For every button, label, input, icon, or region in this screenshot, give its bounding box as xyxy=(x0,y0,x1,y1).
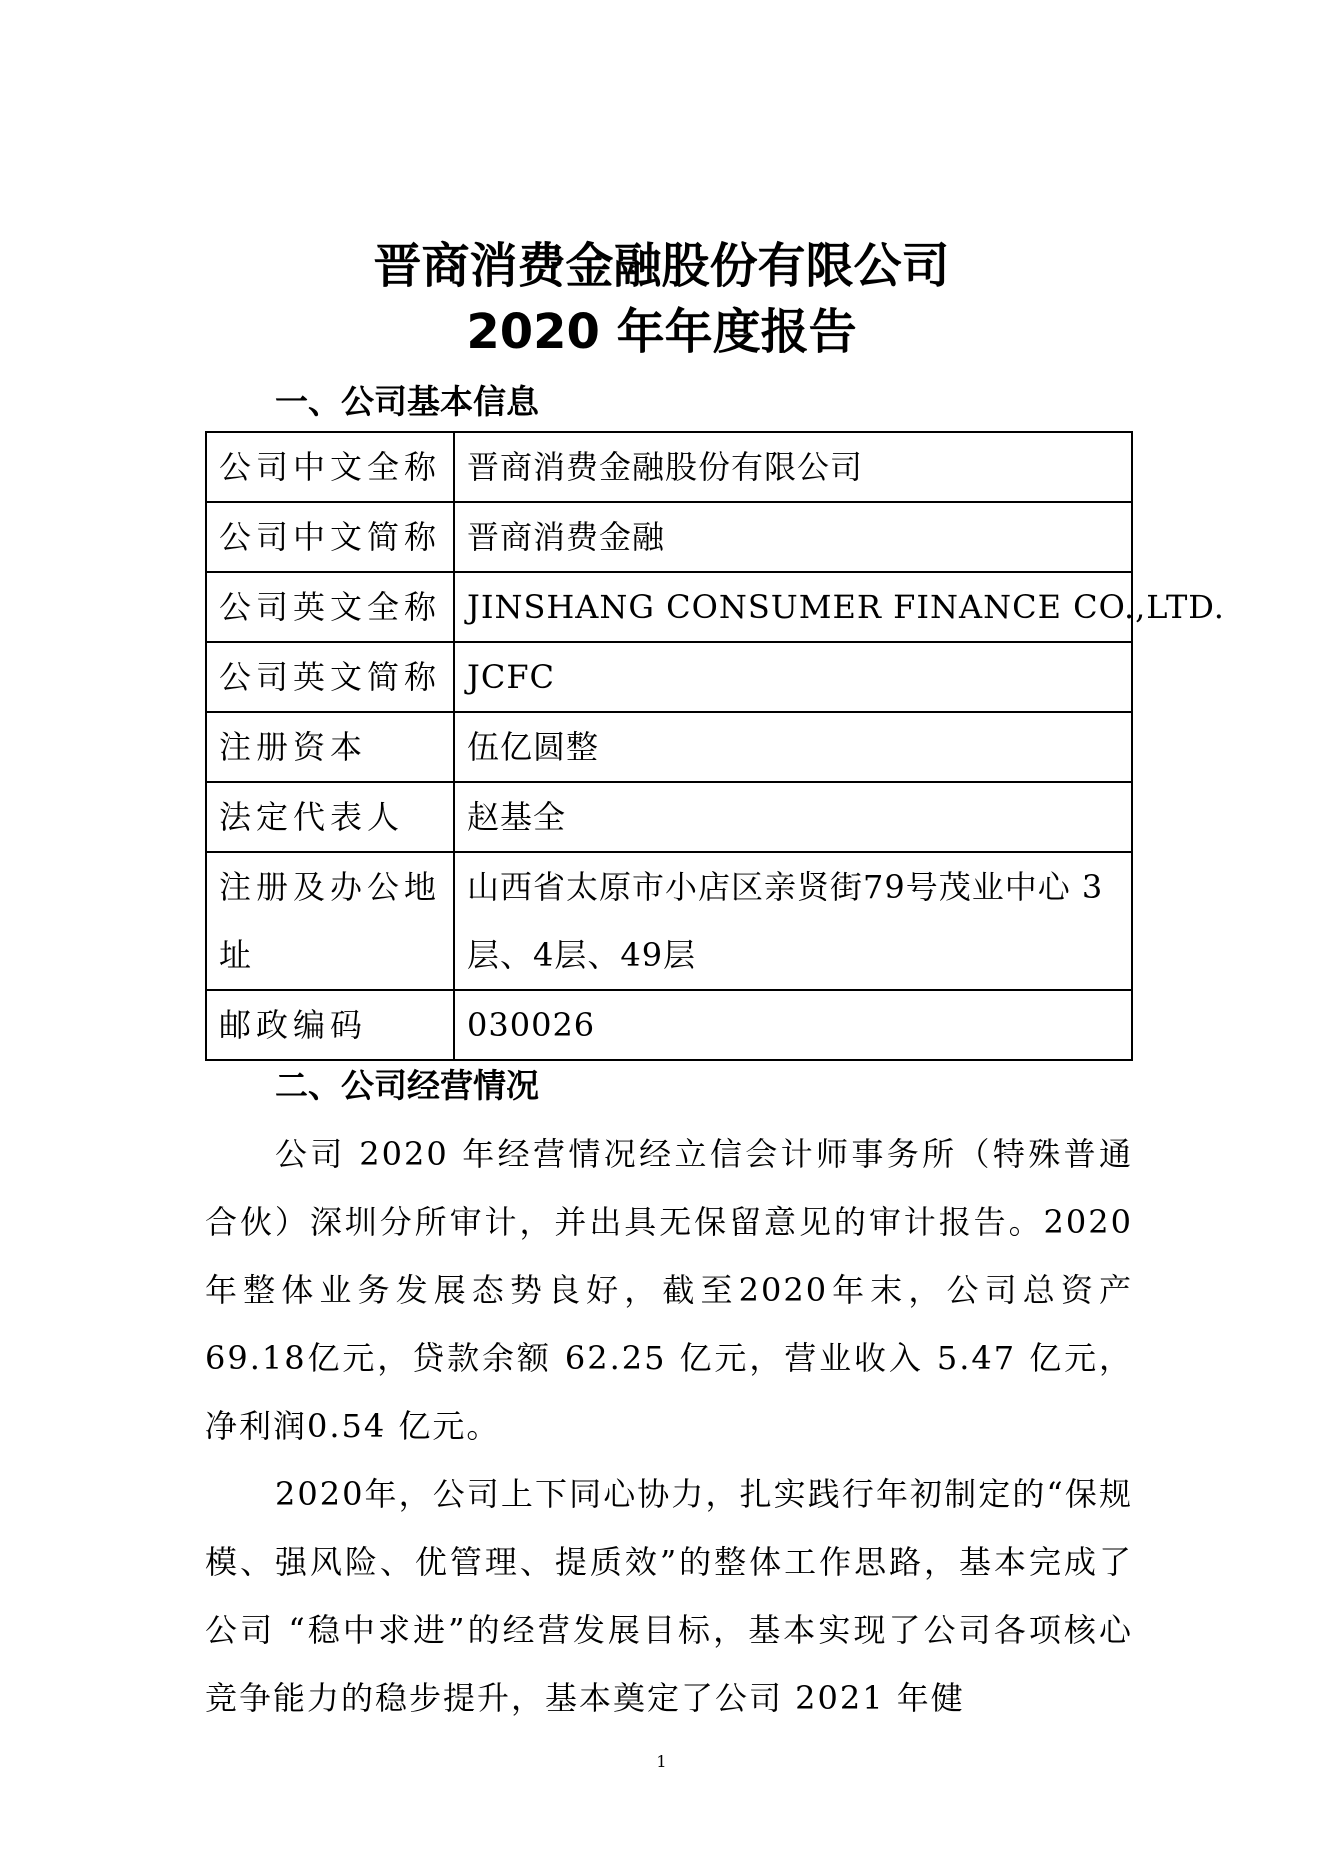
value-cell: 晋商消费金融股份有限公司 xyxy=(454,432,1132,502)
operations-paragraph-1: 公司 2020 年经营情况经立信会计师事务所（特殊普通合伙）深圳分所审计，并出具无保留意见的审计报告。2020 年整体业务发展态势良好，截至2020年末，公司总资产69.18亿元，贷款余额 62.25 亿元，营业收入 5.47 亿元，净利润0.54 亿元。 xyxy=(205,1135,1133,1445)
label-cell: 注册资本 xyxy=(206,712,454,782)
value-cell: 伍亿圆整 xyxy=(454,712,1132,782)
value-cell: 晋商消费金融 xyxy=(454,502,1132,572)
value-cell: 山西省太原市小店区亲贤街79号茂业中心 3层、4层、49层 xyxy=(454,852,1132,990)
table-row xyxy=(206,642,1132,712)
report-title-company: 晋商消费金融股份有限公司 xyxy=(373,238,950,294)
table-row xyxy=(206,502,1132,572)
table-row xyxy=(206,782,1132,852)
value-cell: 赵基全 xyxy=(454,782,1132,852)
table-row xyxy=(206,990,1132,1060)
label-cell: 公司中文全称 xyxy=(206,432,454,502)
value-cell: JCFC xyxy=(454,642,1132,712)
label-cell: 公司中文简称 xyxy=(206,502,454,572)
page-number: 1 xyxy=(656,1752,667,1771)
label-cell: 公司英文简称 xyxy=(206,642,454,712)
table-row xyxy=(206,852,1132,990)
label-cell: 公司英文全称 xyxy=(206,572,454,642)
label-cell: 法定代表人 xyxy=(206,782,454,852)
value-cell: 030026 xyxy=(454,990,1132,1060)
table-row xyxy=(206,432,1132,502)
label-cell: 邮政编码 xyxy=(206,990,454,1060)
table-row xyxy=(206,712,1132,782)
company-info-table xyxy=(205,431,1225,1061)
operations-paragraph-2: 2020年，公司上下同心协力，扎实践行年初制定的“保规模、强风险、优管理、提质效”的整体工作思路，基本完成了公司 “稳中求进”的经营发展目标，基本实现了公司各项核心竞争能力的稳步提升，基本奠定了公司 2021 年健 xyxy=(205,1475,1133,1717)
report-title-year: 2020 年年度报告 xyxy=(466,304,857,360)
value-cell: JINSHANG CONSUMER FINANCE CO.,LTD. xyxy=(454,572,1132,642)
section-heading-operations: 二、公司经营情况 xyxy=(275,1066,539,1105)
section-heading-basic-info: 一、公司基本信息 xyxy=(275,382,539,421)
label-cell: 注册及办公地址 xyxy=(206,852,454,990)
table-row xyxy=(206,572,1132,642)
